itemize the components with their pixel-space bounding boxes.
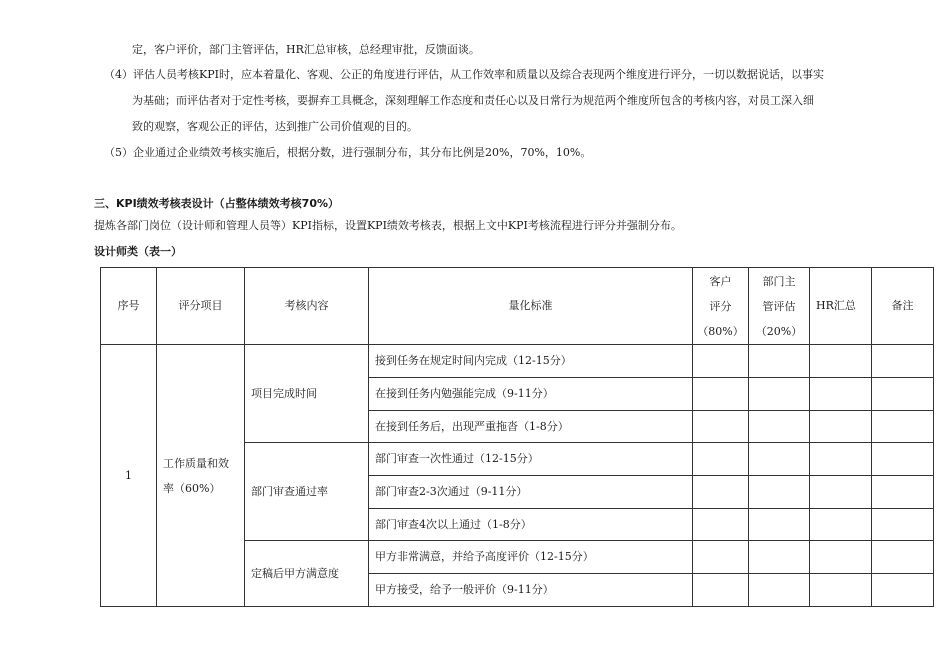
hr-summary-cell xyxy=(810,476,872,509)
standard-cell: 部门审查一次性通过（12-15分） xyxy=(369,443,693,476)
remark-cell xyxy=(872,443,934,476)
client-score-cell xyxy=(693,541,749,574)
hr-summary-cell xyxy=(810,345,872,378)
hr-summary-cell xyxy=(810,443,872,476)
hr-summary-cell xyxy=(810,378,872,411)
remark-cell xyxy=(872,476,934,509)
header-client-line-1: 客户 xyxy=(709,274,732,288)
client-score-cell xyxy=(693,574,749,607)
paragraph-item-5: （5）企业通过企业绩效考核实施后，根据分数，进行强制分布，其分布比例是20%，70%，10%。 xyxy=(104,146,592,159)
standard-cell: 部门审查4次以上通过（1-8分） xyxy=(369,509,693,541)
header-index: 序号 xyxy=(101,268,157,345)
manager-score-cell xyxy=(749,541,810,574)
hr-summary-cell xyxy=(810,541,872,574)
row-item-line-2: 率（60%） xyxy=(163,481,221,495)
content-cell-completion-time: 项目完成时间 xyxy=(245,345,369,443)
client-score-cell xyxy=(693,378,749,411)
header-client-score xyxy=(693,268,749,345)
remark-cell xyxy=(872,411,934,443)
standard-cell: 部门审查2-3次通过（9-11分） xyxy=(369,476,693,509)
manager-score-cell xyxy=(749,345,810,378)
standard-cell: 在接到任务后，出现严重拖沓（1-8分） xyxy=(369,411,693,443)
header-manager-score xyxy=(749,268,810,345)
header-manager-line-2: 管评估 xyxy=(762,299,796,313)
manager-score-cell xyxy=(749,411,810,443)
paragraph-item-4-line-2: 为基础；而评估者对于定性考核，要摒弃工具概念，深刻理解工作态度和责任心以及日常行为规范两个维度所包含的考核内容，对员工深入细 xyxy=(132,94,814,107)
remark-cell xyxy=(872,574,934,607)
section-description: 提炼各部门岗位（设计师和管理人员等）KPI指标，设置KPI绩效考核表，根据上文中KPI考核流程进行评分并强制分布。 xyxy=(94,219,682,232)
header-manager-line-1: 部门主 xyxy=(762,274,796,288)
remark-cell xyxy=(872,509,934,541)
header-item: 评分项目 xyxy=(157,268,245,345)
section-title: 三、KPI绩效考核表设计（占整体绩效考核70%） xyxy=(94,197,340,210)
manager-score-cell xyxy=(749,509,810,541)
standard-cell: 甲方接受，给予一般评价（9-11分） xyxy=(369,574,693,607)
remark-cell xyxy=(872,345,934,378)
header-manager-line-3: （20%） xyxy=(755,324,803,338)
paragraph-item-4-line-3: 致的观察，客观公正的评估，达到推广公司价值观的目的。 xyxy=(132,120,418,133)
client-score-cell xyxy=(693,443,749,476)
remark-cell xyxy=(872,541,934,574)
kpi-table xyxy=(100,267,934,607)
client-score-cell xyxy=(693,509,749,541)
hr-summary-cell xyxy=(810,411,872,443)
row-index-cell: 1 xyxy=(101,345,157,607)
standard-cell: 在接到任务内勉强能完成（9-11分） xyxy=(369,378,693,411)
table-row xyxy=(101,345,934,378)
content-cell-review-pass-rate: 部门审查通过率 xyxy=(245,443,369,541)
manager-score-cell xyxy=(749,476,810,509)
remark-cell xyxy=(872,378,934,411)
content-cell-client-satisfaction: 定稿后甲方满意度 xyxy=(245,541,369,607)
row-item-cell xyxy=(157,345,245,607)
client-score-cell xyxy=(693,476,749,509)
client-score-cell xyxy=(693,411,749,443)
paragraph-process-tail: 定，客户评价，部门主管评估，HR汇总审核，总经理审批，反馈面谈。 xyxy=(132,43,480,56)
paragraph-item-4-line-1: （4）评估人员考核KPI时，应本着量化、客观、公正的角度进行评估，从工作效率和质量以及综合表现两个维度进行评分，一切以数据说话，以事实 xyxy=(104,68,824,81)
hr-summary-cell xyxy=(810,574,872,607)
standard-cell: 接到任务在规定时间内完成（12-15分） xyxy=(369,345,693,378)
header-client-line-2: 评分 xyxy=(709,299,732,313)
manager-score-cell xyxy=(749,443,810,476)
manager-score-cell xyxy=(749,574,810,607)
manager-score-cell xyxy=(749,378,810,411)
row-item-line-1: 工作质量和效 xyxy=(163,456,229,470)
header-hr-summary: HR汇总 xyxy=(810,268,872,345)
table-header-row xyxy=(101,268,934,345)
header-client-line-3: （80%） xyxy=(697,324,744,338)
client-score-cell xyxy=(693,345,749,378)
header-standard: 量化标准 xyxy=(369,268,693,345)
standard-cell: 甲方非常满意，并给予高度评价（12-15分） xyxy=(369,541,693,574)
header-remark: 备注 xyxy=(872,268,934,345)
header-content: 考核内容 xyxy=(245,268,369,345)
hr-summary-cell xyxy=(810,509,872,541)
table-caption: 设计师类（表一） xyxy=(94,245,182,258)
